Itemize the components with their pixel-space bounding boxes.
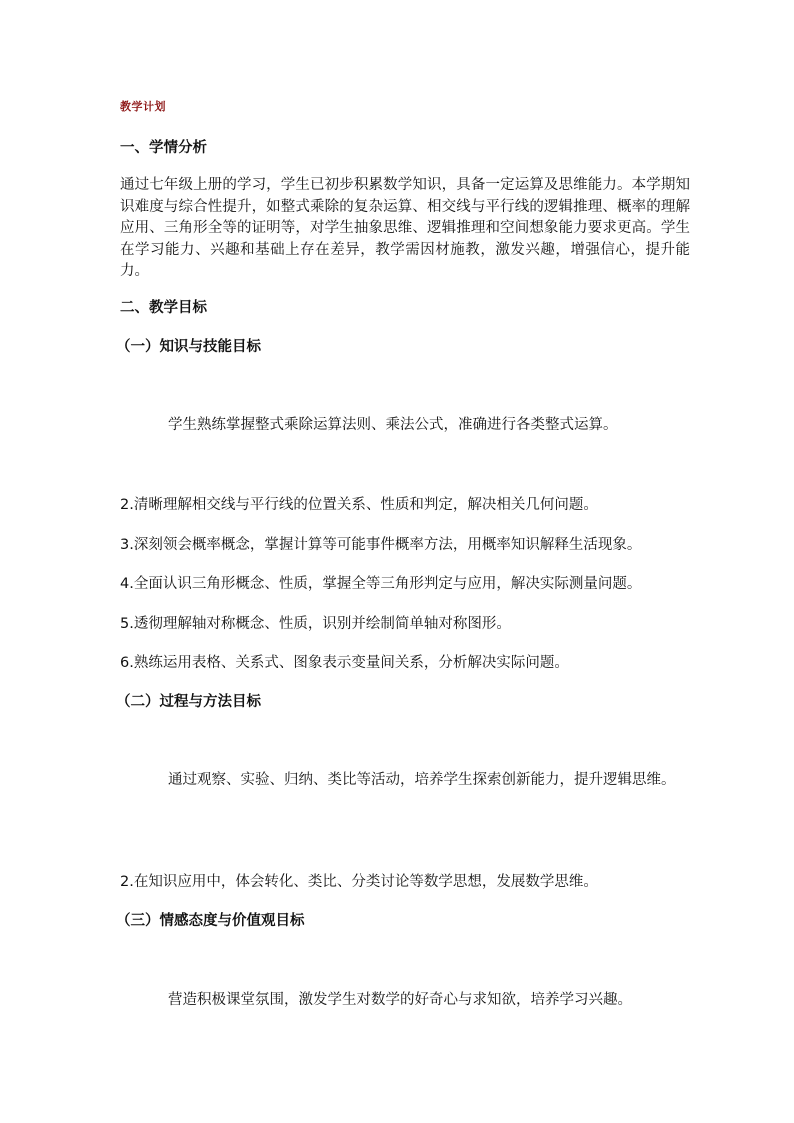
document-title: 教学计划 bbox=[120, 100, 166, 113]
knowledge-skills-item-4: 4.全面认识三角形概念、性质，掌握全等三角形判定与应用，解决实际测量问题。 bbox=[120, 576, 642, 592]
knowledge-skills-item-5: 5.透彻理解轴对称概念、性质，识别并绘制简单轴对称图形。 bbox=[120, 616, 511, 632]
knowledge-skills-item-1: 学生熟练掌握整式乘除运算法则、乘法公式，准确进行各类整式运算。 bbox=[168, 417, 618, 433]
learning-analysis-paragraph: 通过七年级上册的学习，学生已初步积累数学知识，具备一定运算及思维能力。本学期知识难度与综合性提升，如整式乘除的复杂运算、相交线与平行线的逻辑推理、概率的理解应用、三角形全等的证明等，对学生抽象思维、逻辑推理和空间想象能力要求更高。学生在学习能力、兴趣和基础上存在差异，教学需因材施教，激发兴趣，增强信心，提升能力。 bbox=[120, 177, 690, 279]
attitude-values-item-1: 营造积极课堂氛围，激发学生对数学的好奇心与求知欲，培养学习兴趣。 bbox=[168, 992, 632, 1008]
section-heading-learning-analysis: 一、学情分析 bbox=[120, 140, 207, 156]
subheading-process-method: （二）过程与方法目标 bbox=[116, 694, 261, 710]
subheading-attitude-values: （三）情感态度与价值观目标 bbox=[116, 913, 305, 929]
knowledge-skills-item-3: 3.深刻领会概率概念，掌握计算等可能事件概率方法，用概率知识解释生活现象。 bbox=[120, 537, 642, 553]
knowledge-skills-item-2: 2.清晰理解相交线与平行线的位置关系、性质和判定，解决相关几何问题。 bbox=[120, 497, 598, 513]
process-method-item-1: 通过观察、实验、归纳、类比等活动，培养学生探索创新能力，提升逻辑思维。 bbox=[168, 772, 676, 788]
knowledge-skills-item-6: 6.熟练运用表格、关系式、图象表示变量间关系，分析解决实际问题。 bbox=[120, 655, 569, 671]
section-heading-teaching-goals: 二、教学目标 bbox=[120, 300, 207, 316]
subheading-knowledge-skills: （一）知识与技能目标 bbox=[116, 339, 261, 355]
process-method-item-2: 2.在知识应用中，体会转化、类比、分类讨论等数学思想，发展数学思维。 bbox=[120, 874, 598, 890]
